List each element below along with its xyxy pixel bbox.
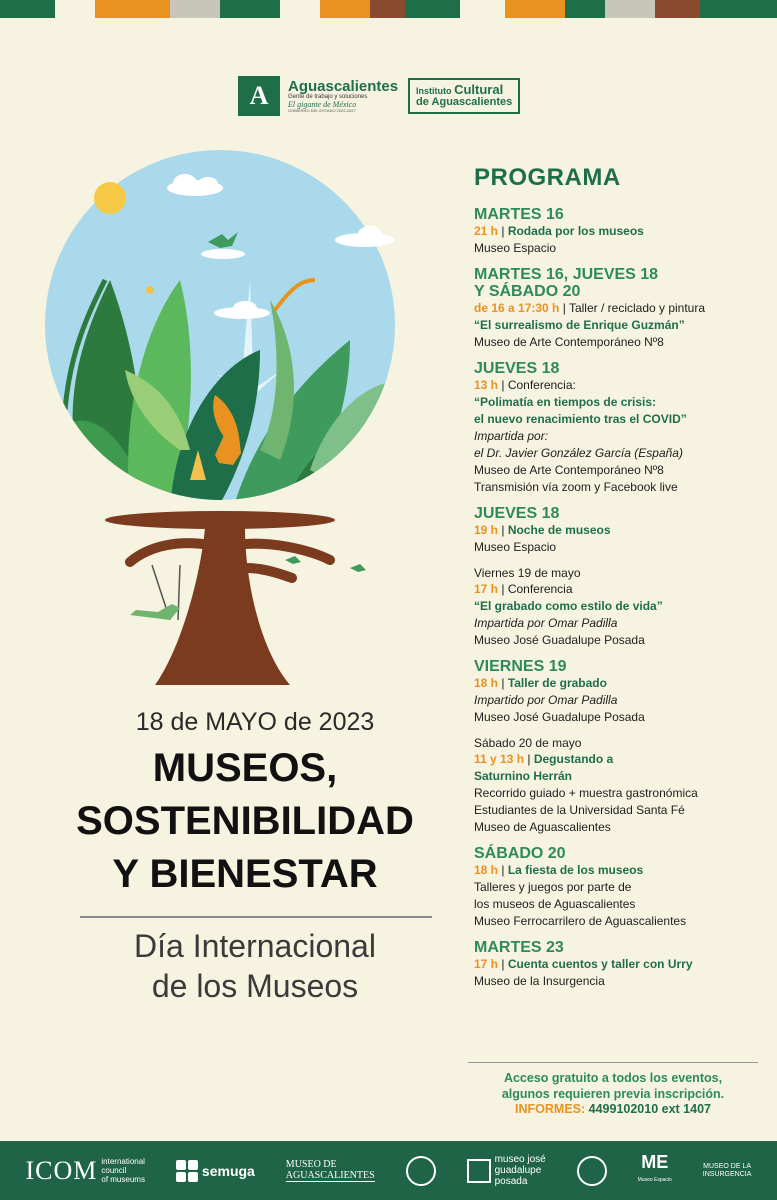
event-item: Viernes 19 de mayo 17 h | Conferencia “El grabado como estilo de vida” Impartida por Omar Padilla Museo José Guadalupe Posada: [474, 565, 774, 649]
event-activity-2: Saturnino Herrán: [474, 769, 573, 783]
event-highlight-2: el nuevo renacimiento tras el COVID”: [474, 412, 687, 426]
access-line-2: algunos requieren previa inscripción.: [501, 1087, 725, 1101]
ica-prefix: Instituto: [416, 86, 452, 97]
event-venue: Museo de Aguascalientes: [474, 820, 611, 834]
event-detail: Talleres y juegos por parte de: [474, 880, 632, 894]
event-activity: Conferencia: [507, 582, 573, 596]
event-activity: La fiesta de los museos: [507, 863, 644, 877]
info-contact: [468, 1102, 758, 1116]
event-date: 18 de MAYO de 2023: [135, 708, 375, 736]
event-detail-2: Estudiantes de la Universidad Santa Fé: [474, 803, 685, 817]
icom-logo: [25, 1156, 145, 1186]
event-day: Viernes 19 de mayo: [474, 566, 581, 580]
event-venue: Museo Ferrocarrilero de Aguascalientes: [474, 914, 687, 928]
event-day: VIERNES 19: [474, 658, 567, 675]
event-day: Sábado 20 de mayo: [474, 736, 582, 750]
event-item: JUEVES 18 19 h | Noche de museos Museo Espacio: [474, 505, 774, 556]
event-highlight: “El surrealismo de Enrique Guzmán”: [474, 318, 685, 332]
poster-subtitle: [40, 926, 470, 1006]
museo-contemporaneo-icon: [467, 1159, 491, 1183]
event-venue: Museo José Guadalupe Posada: [474, 710, 645, 724]
icom-sub-3: of museums: [101, 1175, 145, 1184]
event-time: 17 h: [474, 957, 499, 971]
subtitle-line-2: de los Museos: [151, 968, 359, 1004]
jgp-line2: guadalupe: [494, 1165, 542, 1176]
icom-sub-1: international: [101, 1157, 145, 1166]
event-imparted: Impartida por:: [474, 429, 549, 443]
sun-icon: [94, 182, 126, 214]
child-on-swing: [130, 604, 180, 620]
event-item: Sábado 20 de mayo 11 y 13 h | Degustando a Saturnino Herrán Recorrido guiado + muestra gastronómica Estudiantes de la Universidad Santa Fé Museo de Aguascalientes: [474, 735, 774, 836]
semuga-logo: [176, 1160, 255, 1182]
aguascalientes-logo-icon: A: [238, 76, 280, 116]
top-color-stripe: [0, 0, 777, 18]
ica-line2: de Aguascalientes: [416, 96, 513, 109]
ags-name: Aguascalientes: [288, 77, 399, 95]
event-item: JUEVES 18 13 h | Conferencia: “Polimatía en tiempos de crisis: el nuevo renacimiento tras el COVID” Impartida por: el Dr. Javier González García (España) Museo de Arte Contemporáneo Nº8 Transmisión vía zoom y Facebook live: [474, 360, 774, 496]
event-imparted: Impartido por Omar Padilla: [474, 693, 618, 707]
semuga-icon: [176, 1160, 198, 1182]
event-day: MARTES 16: [474, 206, 564, 223]
subtitle-line-1: Día Internacional: [134, 928, 376, 964]
event-activity: Cuenta cuentos y taller con Urry: [507, 957, 693, 971]
event-day: JUEVES 18: [474, 360, 560, 377]
event-day: MARTES 23: [474, 939, 564, 956]
insurgencia-line2: INSURGENCIA: [702, 1170, 752, 1178]
event-item: SÁBADO 20 18 h | La fiesta de los museos Talleres y juegos por parte de los museos de Aguascalientes Museo Ferrocarrilero de Aguascalientes: [474, 845, 774, 930]
event-highlight: “Polimatía en tiempos de crisis:: [474, 395, 657, 409]
icom-sub-2: council: [101, 1166, 127, 1175]
event-item: MARTES 16, JUEVES 18 Y SÁBADO 20 de 16 a 17:30 h | Taller / reciclado y pintura “El surrealismo de Enrique Guzmán” Museo de Arte Contemporáneo Nº8: [474, 266, 774, 351]
seal-icon: [577, 1156, 607, 1186]
event-venue: Museo Espacio: [474, 540, 557, 554]
jgp-logo: [467, 1154, 546, 1187]
tree-platform: [105, 511, 335, 529]
info-phone: 4499102010 ext 1407: [588, 1102, 711, 1116]
event-highlight: “El grabado como estilo de vida”: [474, 599, 663, 613]
event-item: MARTES 16 21 h | Rodada por los museos Museo Espacio: [474, 206, 774, 257]
event-venue: Museo de la Insurgencia: [474, 974, 605, 988]
event-item: MARTES 23 17 h | Cuenta cuentos y taller con Urry Museo de la Insurgencia: [474, 939, 774, 990]
event-activity: Taller de grabado: [507, 676, 607, 690]
event-detail: Recorrido guiado + muestra gastronómica: [474, 786, 698, 800]
header-logos: [238, 76, 520, 116]
icom-wordmark: ICOM: [25, 1155, 98, 1185]
access-line-1: Acceso gratuito a todos los eventos,: [503, 1071, 723, 1085]
event-venue: Museo de Arte Contemporáneo Nº8: [474, 463, 664, 477]
title-line-3: Y BIENESTAR: [112, 852, 378, 896]
event-venue: Museo de Arte Contemporáneo Nº8: [474, 335, 664, 349]
event-detail-2: los museos de Aguascalientes: [474, 897, 636, 911]
ags-tagline: Gente de trabajo y soluciones: [288, 94, 368, 101]
divider: [80, 916, 432, 918]
tree-hand-icon: [406, 1156, 436, 1186]
event-time: 17 h: [474, 582, 499, 596]
jgp-line3: posada: [494, 1176, 528, 1187]
tree-globe-illustration: [30, 150, 410, 695]
event-note: Transmisión vía zoom y Facebook live: [474, 480, 678, 494]
event-time: 11 y 13 h: [474, 752, 525, 766]
info-label: INFORMES:: [515, 1102, 586, 1116]
museo-ags-line2: AGUASCALIENTES: [285, 1170, 375, 1181]
event-time: de 16 a 17:30 h: [474, 301, 560, 315]
event-imparted: Impartida por Omar Padilla: [474, 616, 618, 630]
sponsor-footer: [0, 1141, 777, 1200]
title-line-2: SOSTENIBILIDAD: [76, 799, 414, 843]
event-time: 19 h: [474, 523, 499, 537]
program-list: [474, 164, 774, 999]
ica-bold: Cultural: [454, 82, 504, 98]
title-line-1: MUSEOS,: [152, 746, 338, 790]
event-activity: Rodada por los museos: [507, 224, 644, 238]
event-time: 13 h: [474, 378, 499, 392]
semuga-wordmark: semuga: [201, 1162, 255, 1179]
aguascalientes-logo-text: [288, 79, 398, 114]
event-time: 21 h: [474, 224, 499, 238]
event-venue: Museo Espacio: [474, 241, 557, 255]
museo-ags-line1: MUSEO DE: [285, 1159, 337, 1170]
me-wordmark: ME: [641, 1151, 669, 1172]
museo-ags-logo: [286, 1159, 375, 1182]
me-sub: Museo Espacio: [637, 1176, 672, 1183]
ags-slogan: El gigante de México: [288, 99, 357, 109]
event-day: JUEVES 18: [474, 505, 560, 522]
event-activity: Conferencia:: [507, 378, 576, 392]
museo-espacio-logo: [638, 1153, 672, 1189]
poster-title: [40, 742, 450, 901]
event-day: SÁBADO 20: [474, 845, 566, 862]
event-speaker: el Dr. Javier González García (España): [474, 446, 683, 460]
access-note: [468, 1062, 758, 1116]
event-time: 18 h: [474, 863, 499, 877]
event-time: 18 h: [474, 676, 499, 690]
event-activity: Taller / reciclado y pintura: [568, 301, 706, 315]
program-title: PROGRAMA: [474, 164, 621, 191]
instituto-cultural-logo: [408, 78, 520, 113]
insurgencia-line1: MUSEO DE LA: [703, 1162, 752, 1170]
insurgencia-logo: [703, 1163, 752, 1179]
event-day: MARTES 16, JUEVES 18: [474, 266, 659, 283]
event-activity: Noche de museos: [507, 523, 611, 537]
ags-gov: GOBIERNO DEL ESTADO 2022-2027: [288, 108, 356, 114]
event-activity: Degustando a: [533, 752, 614, 766]
event-day-2: Y SÁBADO 20: [474, 283, 581, 300]
event-venue: Museo José Guadalupe Posada: [474, 633, 645, 647]
jgp-line1: museo josé: [494, 1154, 546, 1165]
event-item: VIERNES 19 18 h | Taller de grabado Impartido por Omar Padilla Museo José Guadalupe Posada: [474, 658, 774, 726]
